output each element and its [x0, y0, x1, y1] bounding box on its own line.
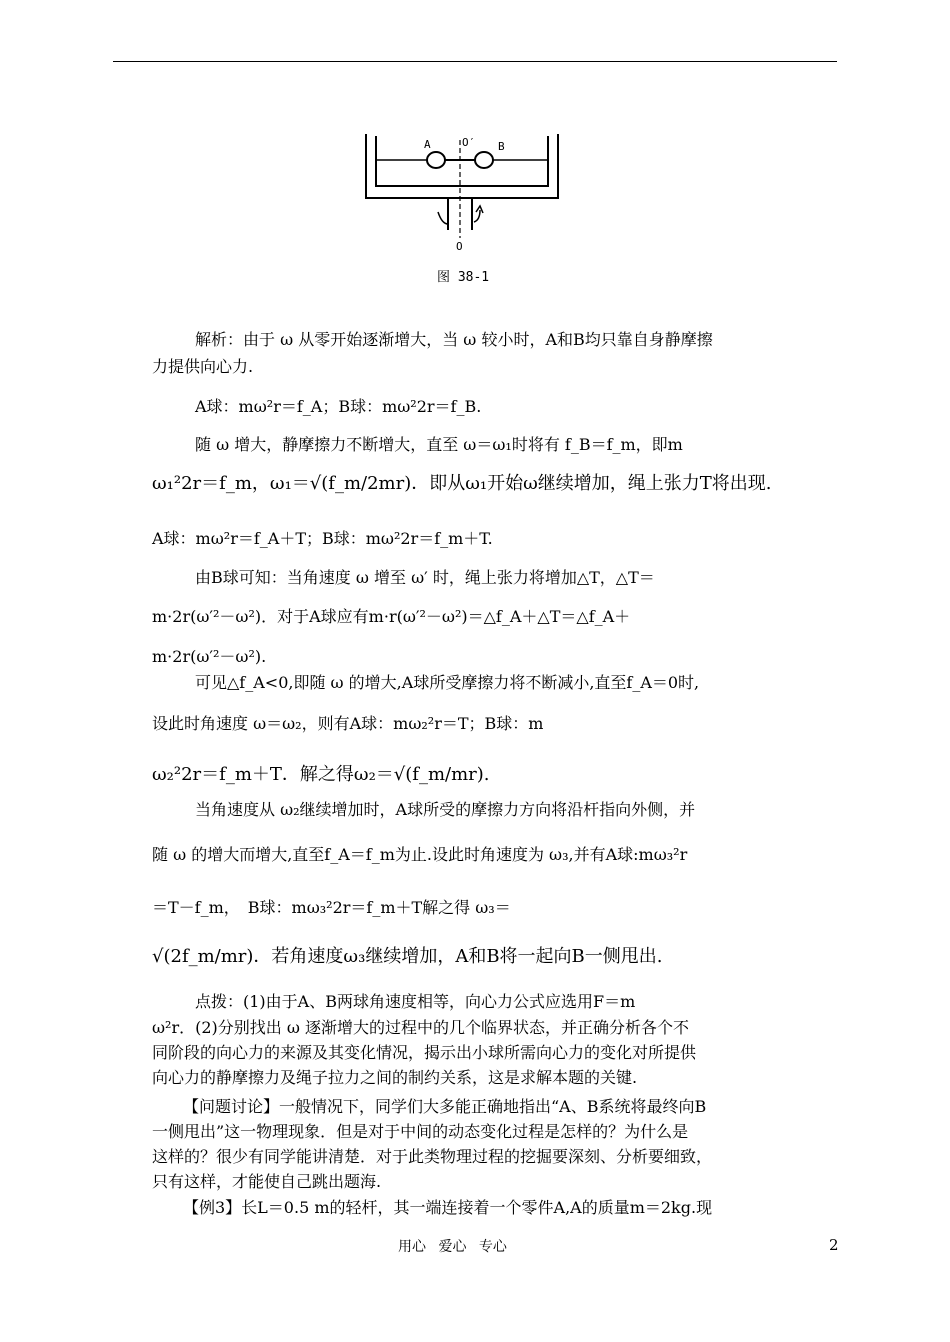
text-line: ω₁²2r＝f_m，ω₁＝√(f_m/2mr)．即从ω₁开始ω继续增加，绳上张力T将出现. [152, 473, 772, 494]
label-o: O [456, 240, 463, 253]
figure-38-1 [362, 126, 562, 256]
rotation-arrow-left [438, 212, 448, 224]
header-rule [113, 61, 837, 62]
label-a: A [424, 138, 431, 151]
text-line: 设此时角速度 ω＝ω₂，则有A球：mω₂²r＝T；B球：m [152, 714, 544, 733]
text-line: 解析：由于 ω 从零开始逐渐增大，当 ω 较小时，A和B均只靠自身静摩擦 [195, 330, 713, 349]
text-line: 这样的？很少有同学能讲清楚．对于此类物理过程的挖掘要深刻、分析要细致， [152, 1147, 713, 1166]
text-line: 只有这样，才能使自己跳出题海. [152, 1172, 382, 1191]
text-line: 当角速度从 ω₂继续增加时，A球所受的摩擦力方向将沿杆指向外侧，并 [195, 800, 696, 819]
text-line: 同阶段的向心力的来源及其变化情况，揭示出小球所需向心力的变化对所提供 [152, 1043, 697, 1062]
text-line: 点拨：(1)由于A、B两球角速度相等，向心力公式应选用F＝m [195, 992, 636, 1011]
text-line: 可见△f_A<0,即随 ω 的增大,A球所受摩擦力将不断减小,直至f_A＝0时, [195, 673, 700, 692]
text-line: 一侧甩出”这一物理现象．但是对于中间的动态变化过程是怎样的？为什么是 [152, 1122, 689, 1141]
text-line: 向心力的静摩擦力及绳子拉力之间的制约关系，这是求解本题的关键. [152, 1068, 638, 1087]
text-line: 由B球可知：当角速度 ω 增至 ω′ 时，绳上张力将增加△T，△T＝ [195, 568, 655, 587]
text-line: 随 ω 的增大而增大,直至f_A＝f_m为止.设此时角速度为 ω₃,并有A球:mω₃²r [152, 845, 688, 864]
text-line: A球：mω²r＝f_A＋T；B球：mω²2r＝f_m＋T. [152, 529, 493, 548]
label-b: B [498, 140, 505, 153]
text-line: 力提供向心力. [152, 357, 254, 376]
ball-b [475, 152, 493, 168]
text-line: ω²r．(2)分别找出 ω 逐渐增大的过程中的几个临界状态，并正确分析各个不 [152, 1018, 689, 1037]
text-line: A球：mω²r＝f_A；B球：mω²2r＝f_B. [195, 397, 482, 416]
text-line: 【例3】长L＝0.5 m的轻杆，其一端连接着一个零件A,A的质量m＝2kg.现 [183, 1198, 713, 1217]
text-line: m·2r(ω′²－ω²). [152, 647, 267, 666]
text-line: √(2f_m/mr)．若角速度ω₃继续增加，A和B将一起向B一侧甩出. [152, 946, 663, 967]
figure-caption: 图 38-1 [437, 270, 490, 285]
text-line: 【问题讨论】一般情况下，同学们大多能正确地指出“A、B系统将最终向B [183, 1097, 707, 1116]
text-line: ω₂²2r＝f_m＋T．解之得ω₂＝√(f_m/mr). [152, 764, 490, 785]
page-number: 2 [829, 1236, 839, 1254]
label-o-prime: O′ [462, 136, 476, 149]
text-line: m·2r(ω′²－ω²)．对于A球应有m·r(ω′²－ω²)＝△f_A＋△T＝△f_A＋ [152, 607, 631, 626]
text-line: 随 ω 增大，静摩擦力不断增大，直至 ω＝ω₁时将有 f_B＝f_m，即m [195, 435, 683, 454]
text-line: ＝T－f_m， B球：mω₃²2r＝f_m＋T解之得 ω₃＝ [152, 898, 511, 917]
footer-text: 用心 爱心 专心 [398, 1239, 507, 1255]
ball-a [427, 152, 445, 168]
